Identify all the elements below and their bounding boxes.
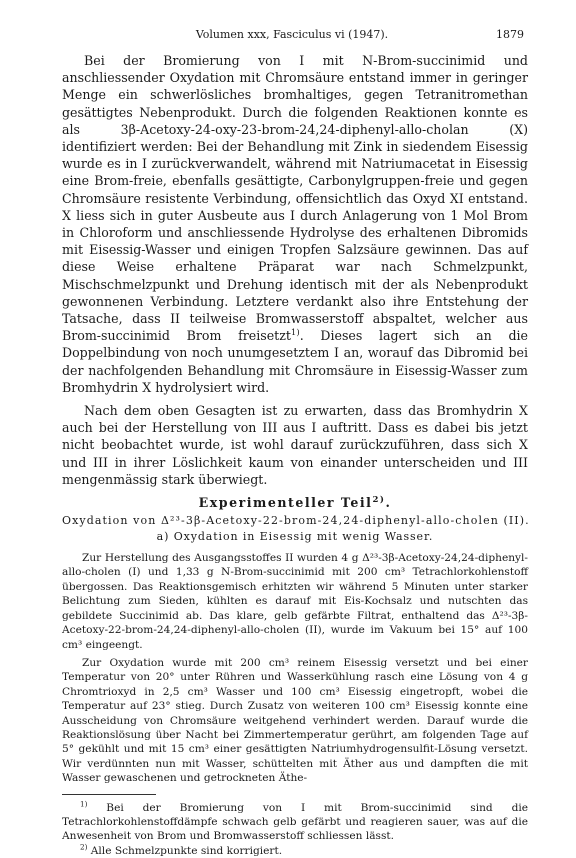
- footnote-1-text: Bei der Bromierung von I mit Brom-succinimid sind die Tetrachlorkohlenstoffdämpfe schwach gelb gefärbt und reagieren sauer, was auf die Anwesenheit von Brom und Bromwasserstoff schliessen lässt.: [62, 801, 529, 843]
- section-title: [62, 495, 528, 510]
- section-title-end: .: [385, 495, 392, 511]
- footnote-2-text: Alle Schmelzpunkte sind korrigiert.: [90, 844, 283, 857]
- body-paragraph-1: [62, 52, 528, 396]
- footnote-ref-1[interactable]: 1): [290, 328, 300, 339]
- footnote-1: [62, 801, 528, 844]
- body-paragraph-2: Nach dem oben Gesagten ist zu erwarten, dass das Bromhydrin X auch bei der Herstellung von III aus I auftritt. Dass es dabei bis jetzt nicht beobachtet wurde, ist wohl darauf zurückzuführen, dass sich X und III in ihrer Löslichkeit kaum von einander unterscheiden und III mengenmässig stark überwiegt.: [62, 403, 528, 487]
- footnote-1-marker: 1): [80, 799, 88, 809]
- page-body: [62, 52, 528, 858]
- subheading-a: a) Oxydation in Eisessig mit wenig Wasser.: [156, 530, 434, 544]
- running-header: [60, 28, 524, 44]
- footnote-2-marker: 2): [80, 842, 88, 852]
- subheading-oxidation: Oxydation von Δ²³-3β-Acetoxy-22-brom-24,24-diphenyl-allo-cholen (II).: [62, 514, 530, 528]
- paragraph-1-end: . Dieses lagert sich an die Doppelbindung von noch unumgesetztem I an, worauf das Dibromid bei der nachfolgenden Behandlung mit Chromsäure in Eisessig-Wasser zum Bromhydrin X hydrolysiert wird.: [62, 328, 528, 395]
- footnote-divider: [62, 794, 156, 795]
- experimental-paragraph-1: Zur Herstellung des Ausgangsstoffes II wurden 4 g Δ²³-3β-Acetoxy-24,24-diphenyl-allo-cholen (I) und 1,33 g N-Brom-succinimid mit 200 cm³ Tetrachlorkohlenstoff übergossen. Das Reaktionsgemisch erhitzten wir während 5 Minuten unter starker Belichtung zum Sieden, kühlten es darauf mit Eis-Kochsalz und nutschten das gebildete Succinimid ab. Das klare, gelb gefärbte Filtrat, enthaltend das Δ²³-3β-Acetoxy-22-brom-24,24-diphenyl-allo-cholen (II), wurde im Vakuum bei 15° auf 100 cm³ eingeengt.: [62, 552, 528, 651]
- footnote-2: [62, 844, 528, 858]
- section-title-text: Experimenteller Teil: [198, 495, 373, 511]
- journal-volume-header: Volumen xxx, Fasciculus vi (1947).: [195, 28, 389, 41]
- paragraph-1-text: Bei der Bromierung von I mit N-Brom-succinimid und anschliessender Oxydation mit Chromsäure entstand immer in geringer Menge ein schwerlösliches bromhaltiges, gegen Tetranitromethan gesättigtes Nebenprodukt. Durch die folgenden Reaktionen konnte es als 3β-Acetoxy-24-oxy-23-brom-24,24-diphenyl-allo-cholan (X) identifiziert werden: Bei der Behandlung mit Zink in siedendem Eisessig wurde es in I zurückverwandelt, während mit Natriumacetat in Eisessig eine Brom-freie, ebenfalls gesättigte, Carbonylgruppen-freie und gegen Chromsäure resistente Verbindung, offensichtlich das Oxyd XI entstand. X liess sich in guter Ausbeute aus I durch Anlagerung von 1 Mol Brom in Chloroform und anschliessende Hydrolyse des erhaltenen Dibromids mit Eisessig-Wasser und einigen Tropfen Salzsäure gewinnen. Das auf diese Weise erhaltene Präparat war nach Schmelzpunkt, Mischschmelzpunkt und Drehung identisch mit der als Nebenprodukt gewonnenen Verbindung. Letztere verdankt also ihre Entstehung der Tatsache, dass II teilweise Bromwasserstoff abspaltet, welcher aus Brom-succinimid Brom freisetzt: [62, 53, 528, 344]
- footnote-ref-2[interactable]: 2): [372, 494, 386, 505]
- page-number: 1879: [496, 28, 524, 41]
- experimental-paragraph-2: Zur Oxydation wurde mit 200 cm³ reinem Eisessig versetzt und bei einer Temperatur von 20° unter Rühren und Wasserkühlung rasch eine Lösung von 4 g Chromtrioxyd in 2,5 cm³ Wasser und 100 cm³ Eisessig eingetropft, wobei die Temperatur auf 23° stieg. Durch Zusatz von weiteren 100 cm³ Eisessig konnte eine Ausscheidung von Chromsäure weitgehend verhindert werden. Darauf wurde die Reaktionslösung über Nacht bei Zimmertemperatur gerührt, am folgenden Tage auf 5° gekühlt und mit 15 cm³ einer gesättigten Natriumhydrogensulfit-Lösung versetzt. Wir verdünnten nun mit Wasser, schüttelten mit Äther aus und dampften die mit Wasser gewaschenen und getrockneten Äthe-: [62, 656, 528, 785]
